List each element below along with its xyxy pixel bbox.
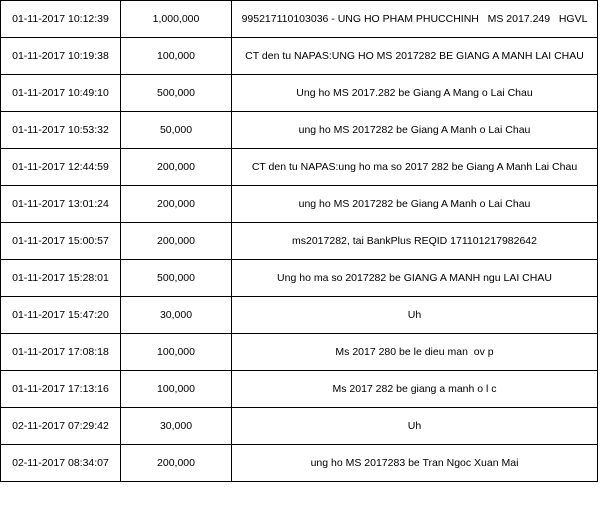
table-row <box>1 445 598 482</box>
amount-cell: 100,000 <box>121 38 232 75</box>
datetime-cell: 02-11-2017 08:34:07 <box>1 445 121 482</box>
amount-cell: 100,000 <box>121 334 232 371</box>
table-row <box>1 223 598 260</box>
datetime-cell: 01-11-2017 10:53:32 <box>1 112 121 149</box>
amount-cell: 200,000 <box>121 186 232 223</box>
datetime-cell: 01-11-2017 13:01:24 <box>1 186 121 223</box>
description-cell: Ung ho MS 2017.282 be Giang A Mang o Lai Chau <box>232 75 598 112</box>
description-cell: CT den tu NAPAS:ung ho ma so 2017 282 be Giang A Manh Lai Chau <box>232 149 598 186</box>
datetime-cell: 01-11-2017 17:08:18 <box>1 334 121 371</box>
description-cell: Uh <box>232 297 598 334</box>
datetime-cell: 01-11-2017 15:00:57 <box>1 223 121 260</box>
description-cell: ms2017282, tai BankPlus REQID 171101217982642 <box>232 223 598 260</box>
description-cell: ung ho MS 2017283 be Tran Ngoc Xuan Mai <box>232 445 598 482</box>
amount-cell: 30,000 <box>121 408 232 445</box>
table-row <box>1 371 598 408</box>
table-row <box>1 297 598 334</box>
amount-cell: 50,000 <box>121 112 232 149</box>
description-cell: 995217110103036 - UNG HO PHAM PHUCCHINH MS 2017.249 HGVL <box>232 1 598 38</box>
amount-cell: 30,000 <box>121 297 232 334</box>
description-cell: CT den tu NAPAS:UNG HO MS 2017282 BE GIANG A MANH LAI CHAU <box>232 38 598 75</box>
description-cell: ung ho MS 2017282 be Giang A Manh o Lai Chau <box>232 112 598 149</box>
datetime-cell: 01-11-2017 10:19:38 <box>1 38 121 75</box>
amount-cell: 200,000 <box>121 445 232 482</box>
table-row <box>1 112 598 149</box>
amount-cell: 500,000 <box>121 260 232 297</box>
datetime-cell: 01-11-2017 15:47:20 <box>1 297 121 334</box>
amount-cell: 500,000 <box>121 75 232 112</box>
table-row <box>1 260 598 297</box>
datetime-cell: 01-11-2017 10:12:39 <box>1 1 121 38</box>
table-row <box>1 334 598 371</box>
amount-cell: 100,000 <box>121 371 232 408</box>
table-row <box>1 186 598 223</box>
datetime-cell: 01-11-2017 17:13:16 <box>1 371 121 408</box>
description-cell: Ms 2017 282 be giang a manh o l c <box>232 371 598 408</box>
description-cell: Uh <box>232 408 598 445</box>
table-row <box>1 149 598 186</box>
table-row <box>1 75 598 112</box>
table-row <box>1 408 598 445</box>
amount-cell: 200,000 <box>121 223 232 260</box>
datetime-cell: 01-11-2017 15:28:01 <box>1 260 121 297</box>
amount-cell: 1,000,000 <box>121 1 232 38</box>
description-cell: Ms 2017 280 be le dieu man ov p <box>232 334 598 371</box>
description-cell: ung ho MS 2017282 be Giang A Manh o Lai Chau <box>232 186 598 223</box>
table-row <box>1 38 598 75</box>
datetime-cell: 01-11-2017 12:44:59 <box>1 149 121 186</box>
table-row <box>1 1 598 38</box>
amount-cell: 200,000 <box>121 149 232 186</box>
datetime-cell: 01-11-2017 10:49:10 <box>1 75 121 112</box>
datetime-cell: 02-11-2017 07:29:42 <box>1 408 121 445</box>
description-cell: Ung ho ma so 2017282 be GIANG A MANH ngu LAI CHAU <box>232 260 598 297</box>
